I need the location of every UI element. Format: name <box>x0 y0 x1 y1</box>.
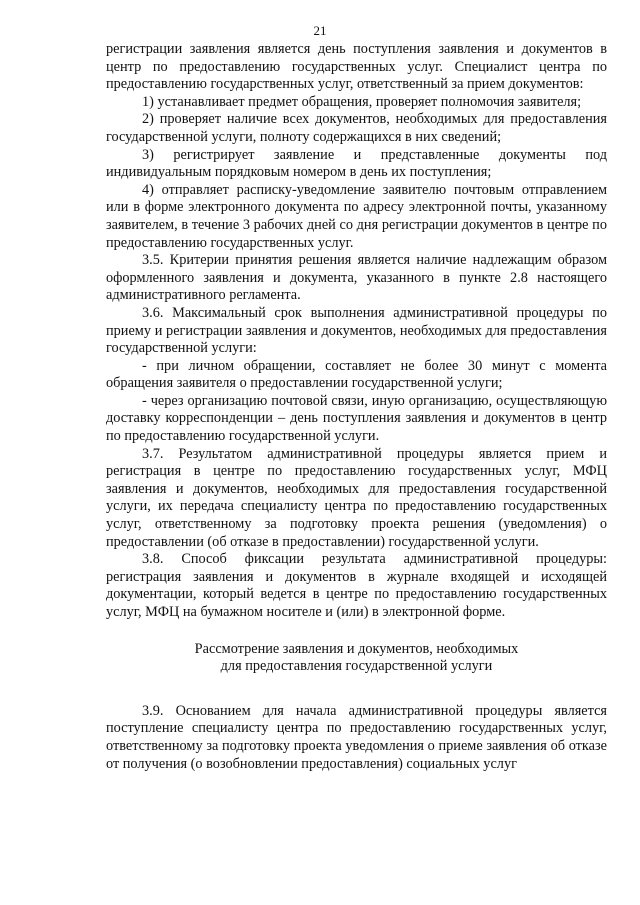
paragraph-intro: регистрации заявления является день поступления заявления и документов в центр по предоставлению государственных услуг. Специалист центра по предоставлению государственных услуг, ответственный за прием документов: <box>106 41 607 93</box>
section-heading-line-2: для предоставления государственной услуги <box>220 658 493 675</box>
clause-3-5: 3.5. Критерии принятия решения является наличие надлежащим образом оформленного заявления и документа, указанного в пункте 2.8 настоящего административного регламента. <box>106 252 607 304</box>
clause-3-6: 3.6. Максимальный срок выполнения административной процедуры по приему и регистрации заявления и документов, необходимых для предоставления государственной услуги: <box>106 304 607 357</box>
bullet-in-person: - при личном обращении, составляет не более 30 минут с момента обращения заявителя о предоставлении государственной услуги; <box>106 357 607 392</box>
list-item-1: 1) устанавливает предмет обращения, проверяет полномочия заявителя; <box>142 93 582 110</box>
list-item-2: 2) проверяет наличие всех документов, необходимых для предоставления государственной услуги, полноту содержащихся в них сведений; <box>106 111 607 145</box>
clause-3-9: 3.9. Основанием для начала административной процедуры является поступление специалисту центра по предоставлению государственных услуг, ответственному за подготовку проекта уведомления о приеме заявления об отказе от получения (о возобновлении предоставления) социальных услуг <box>106 702 607 772</box>
bullet-postal: - через организацию почтовой связи, иную организацию, осуществляющую доставку корреспонденции – день поступления заявления и документов в центр по предоставлению государственной услуги. <box>106 392 607 445</box>
clause-3-8: 3.8. Способ фиксации результата административной процедуры: регистрация заявления и документов в журнале входящей и исходящей документации, который ведется в центре по предоставлению государственных услуг, МФЦ на бумажном носителе и (или) в электронной форме. <box>106 551 607 620</box>
clause-3-7: 3.7. Результатом административной процедуры является прием и регистрация в центре по предоставлению государственных услуг, МФЦ заявления и документов, необходимых для предоставления государственной услуги, их передача специалисту центра по предоставлению государственных услуг, ответственному за подготовку проекта решения (уведомления) о предоставлении (об отказе в предоставлении) государственной услуги. <box>106 445 607 550</box>
document-body <box>106 41 607 773</box>
list-item-3: 3) регистрирует заявление и представленные документы под индивидуальным порядковым номером в день их поступления; <box>106 146 607 181</box>
section-heading-line-1: Рассмотрение заявления и документов, необходимых <box>194 640 519 657</box>
list-item-4: 4) отправляет расписку-уведомление заявителю почтовым отправлением или в форме электронного документа по адресу электронной почты, указанному заявителем, в течение 3 рабочих дней со дня регистрации документов в центре по предоставлению государственных услуг. <box>106 181 607 251</box>
page-number: 21 <box>313 23 327 38</box>
